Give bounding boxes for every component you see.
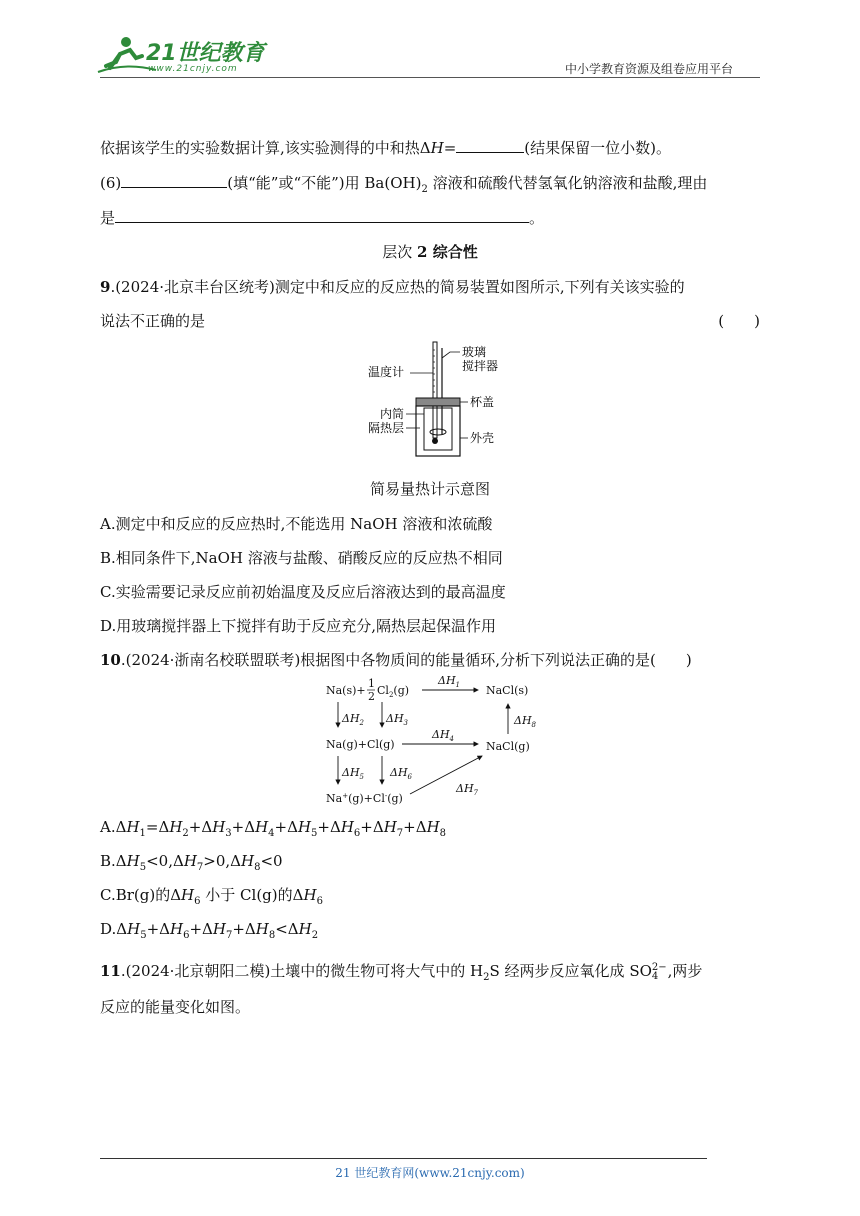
half-numerator: 1 [368,677,375,690]
sulfate-charge: 2− 4 [651,962,667,982]
na-s-label: Na(s)+ [326,684,366,697]
thermometer-label: 温度计 [368,365,405,379]
dH5-label: $\Delta H_5$ [342,766,365,781]
na-g-cl-g-label: Na(g)+Cl(g) [326,738,395,751]
dH2-label: $\Delta H_2$ [342,712,365,727]
dH7-label: $\Delta H_7$ [456,782,479,797]
q9-option-b[interactable]: B.相同条件下,NaOH 溶液与盐酸、硝酸反应的反应热不相同 [100,549,503,567]
q11-stem-line-2: 反应的能量变化如图。 [100,998,251,1016]
subscript: 2 [421,184,428,195]
dH4-label: $\Delta H_4$ [432,728,455,743]
nacl-s-label: NaCl(s) [486,684,529,697]
q10-option-a[interactable]: $A.\Delta H_1=\Delta H_2+\Delta H_3+\Delta H_4+\Delta H_5+\Delta H_6+\Delta H_7+\Delta H_8$ [100,818,447,839]
energy-cycle-diagram [318,672,548,812]
q8-equals: = [443,139,457,157]
ions-label: Na+(g)+Cl-(g) [326,792,403,805]
q8-line3-tail: 。 [529,209,545,227]
q9-stem-line-2 [100,310,760,332]
figure-caption: 简易量热计示意图 [369,480,490,498]
calorimeter-diagram [360,338,510,463]
q9-stem-text-2: 说法不正确的是 [100,312,206,330]
half-denominator: 2 [368,690,375,703]
logo-main-text: 21世纪教育 [146,41,265,66]
q9-option-d[interactable]: D.用玻璃搅拌器上下搅拌有助于反应充分,隔热层起保温作用 [100,617,497,635]
platform-title: 中小学教育资源及组卷应用平台 [565,62,734,76]
q9-option-c[interactable]: C.实验需要记录反应前初始温度及反应后溶液达到的最高温度 [100,583,506,601]
site-logo [96,32,266,80]
q8-line1-text: 依据该学生的实验数据计算,该实验测得的中和热Δ [100,139,431,157]
q8-line-2 [100,172,760,201]
header-divider [100,77,760,78]
q8-line1-tail: (结果保留一位小数)。 [524,139,671,157]
outer-shell [416,406,460,456]
q8-part-number: (6) [100,174,122,192]
section-prefix: 层次 [382,243,418,261]
question-number: 10 [100,651,121,669]
q10-stem-text: .(2024·浙南名校联盟联考)根据图中各物质间的能量循环,分析下列说法正确的是( ) [120,651,692,669]
q8-line2-text: (填“能”或“不能”)用 Ba(OH) [227,174,422,192]
footer-divider [100,1158,707,1159]
q10-stem [100,649,760,671]
lid-label: 杯盖 [470,395,495,409]
cl2-label: $Cl_2(g)$ [377,684,410,699]
dH3-label: $\Delta H_3$ [386,712,409,727]
logo-url-text: www.21cnjy.com [148,64,238,74]
question-number: 9 [100,278,111,296]
section-number: 2 [417,243,428,261]
thermometer-bulb [432,438,438,444]
dH1-label: $\Delta H_1$ [438,674,461,689]
q8-line-1 [100,137,760,159]
inner-cup-label: 内筒 [380,407,405,421]
q9-stem-text: .(2024·北京丰台区统考)测定中和反应的反应热的简易装置如图所示,下列有关该实验的 [110,278,685,296]
dH6-label: $\Delta H_6$ [390,766,413,781]
q9-option-a[interactable]: A.测定中和反应的反应热时,不能选用 NaOH 溶液和浓硫酸 [100,515,493,533]
q9-stem-line-1 [100,276,760,298]
q8-line2-tail: 溶液和硫酸代替氢氧化钠溶液和盐酸,理由 [427,174,708,192]
stirrer-label-1: 玻璃 [462,345,487,359]
dH8-label: $\Delta H_8$ [514,714,537,729]
shell-label: 外壳 [470,431,495,445]
question-number: 11 [100,962,121,980]
q10-option-c[interactable]: C.Br(g)的$\Delta H_6$ 小于 Cl(g)的$\Delta H_6$ [100,886,323,907]
q8-line-3 [100,207,760,229]
nacl-g-label: NaCl(g) [486,740,530,753]
q8-line3-text: 是 [100,209,116,227]
q10-option-d[interactable]: $D.\Delta H_5+\Delta H_6+\Delta H_7+\Delta H_8<\Delta H_2$ [100,920,319,941]
section-heading [100,241,760,263]
stirrer-label-2: 搅拌器 [462,359,499,373]
answer-paren[interactable]: ( ) [718,312,760,330]
q8-H-symbol: H [430,139,444,157]
answer-blank[interactable] [456,138,524,153]
answer-blank[interactable] [121,173,227,188]
section-title: 综合性 [427,243,478,261]
footer-link[interactable]: 21 世纪教育网(www.21cnjy.com) [335,1166,525,1180]
insulation-label: 隔热层 [368,421,405,435]
answer-blank[interactable] [115,208,529,223]
q10-option-b[interactable]: $B.\Delta H_5<0,\Delta H_7>0,\Delta H_8<0$ [100,852,283,873]
thermometer-tube [433,342,437,438]
q11-stem-line-1: 11.(2024·北京朝阳二模)土壤中的微生物可将大气中的 $H_2S$ 经两步反应氧化成 SO 2− 4 ,两步 [100,962,703,983]
cup-lid [416,398,460,406]
